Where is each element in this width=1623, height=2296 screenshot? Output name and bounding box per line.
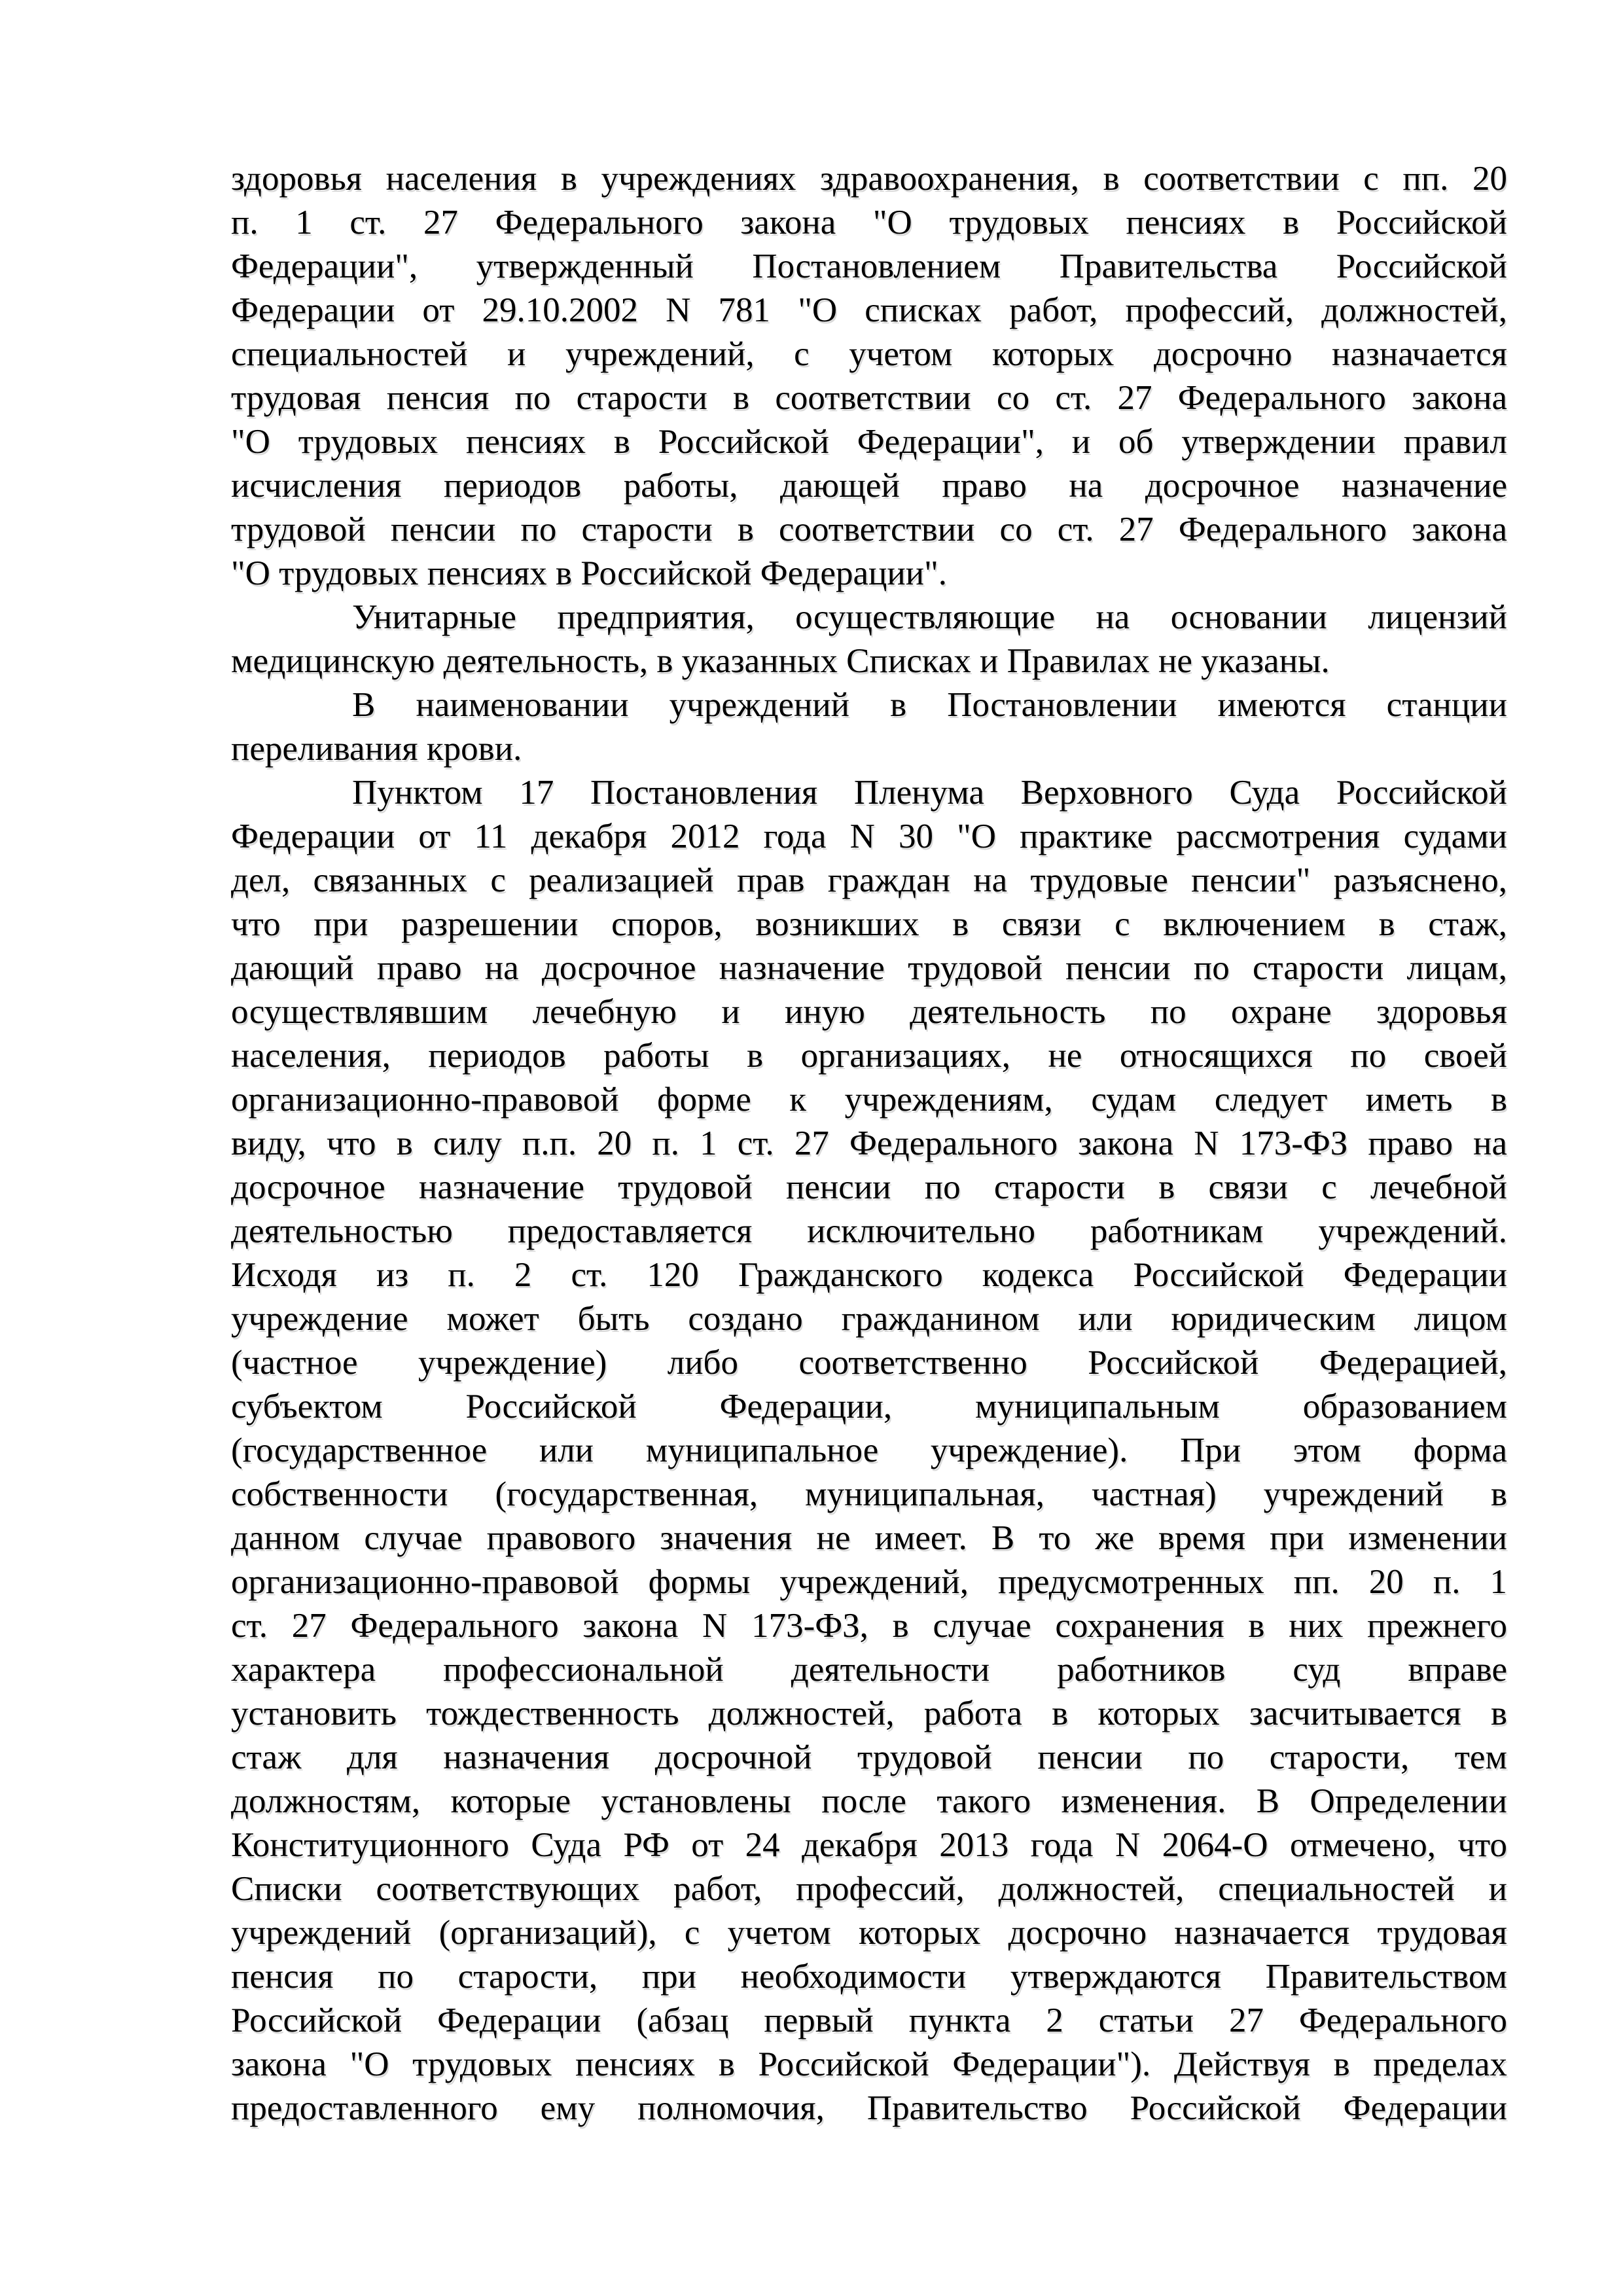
text-line: учреждение может быть создано гражданином или юридическим лицом (231, 1300, 1507, 1338)
text-line: данном случае правового значения не имеет. В то же время при изменении (231, 1519, 1507, 1557)
text-line: субъектом Российской Федерации, муниципальным образованием (231, 1388, 1507, 1426)
text-line: осуществлявшим лечебную и иную деятельность по охране здоровья (231, 993, 1507, 1031)
text-line: переливания крови. (231, 730, 522, 768)
text-line: "О трудовых пенсиях в Российской Федерации". (231, 554, 947, 592)
text-line: трудовая пенсия по старости в соответствии со ст. 27 Федерального закона (231, 379, 1507, 417)
paragraph (231, 771, 1507, 2130)
paragraph (231, 683, 1507, 771)
text-line: исчисления периодов работы, дающей право на досрочное назначение (231, 467, 1507, 505)
text-line: досрочное назначение трудовой пенсии по старости в связи с лечебной (231, 1168, 1507, 1206)
text-line: Списки соответствующих работ, профессий, должностей, специальностей и (231, 1870, 1507, 1908)
text-line: Исходя из п. 2 ст. 120 Гражданского кодекса Российской Федерации (231, 1256, 1507, 1294)
text-line: стаж для назначения досрочной трудовой пенсии по старости, тем (231, 1738, 1507, 1776)
text-line: предоставленного ему полномочия, Правительство Российской Федерации (231, 2089, 1507, 2127)
text-line: ст. 27 Федерального закона N 173-ФЗ, в случае сохранения в них прежнего (231, 1607, 1507, 1645)
document-text (231, 157, 1507, 2130)
text-line: что при разрешении споров, возникших в связи с включением в стаж, (231, 905, 1507, 943)
text-line: организационно-правовой формы учреждений, предусмотренных пп. 20 п. 1 (231, 1563, 1507, 1601)
text-line: медицинскую деятельность, в указанных Списках и Правилах не указаны. (231, 642, 1330, 680)
text-line: закона "О трудовых пенсиях в Российской Федерации"). Действуя в пределах (231, 2045, 1507, 2083)
text-line: Унитарные предприятия, осуществляющие на основании лицензий (352, 598, 1507, 636)
text-line: характера профессиональной деятельности работников суд вправе (231, 1651, 1507, 1689)
text-line: трудовой пенсии по старости в соответствии со ст. 27 Федерального закона (231, 511, 1507, 548)
text-line: населения, периодов работы в организациях, не относящихся по своей (231, 1037, 1507, 1075)
text-line: п. 1 ст. 27 Федерального закона "О трудовых пенсиях в Российской (231, 204, 1507, 242)
text-line: организационно-правовой форме к учреждениям, судам следует иметь в (231, 1081, 1507, 1119)
text-line: учреждений (организаций), с учетом которых досрочно назначается трудовая (231, 1914, 1507, 1952)
text-line: специальностей и учреждений, с учетом которых досрочно назначается (231, 335, 1507, 373)
text-line: виду, что в силу п.п. 20 п. 1 ст. 27 Федерального закона N 173-ФЗ право на (231, 1124, 1507, 1162)
paragraph (231, 157, 1507, 596)
text-line: Конституционного Суда РФ от 24 декабря 2013 года N 2064-О отмечено, что (231, 1826, 1507, 1864)
text-line: деятельностью предоставляется исключительно работникам учреждений. (231, 1212, 1507, 1250)
text-line: (государственное или муниципальное учреждение). При этом форма (231, 1431, 1507, 1469)
text-line: должностям, которые установлены после такого изменения. В Определении (231, 1782, 1507, 1820)
text-line: собственности (государственная, муниципальная, частная) учреждений в (231, 1475, 1507, 1513)
text-line: Федерации от 29.10.2002 N 781 "О списках работ, профессий, должностей, (231, 291, 1507, 329)
text-line: Федерации", утвержденный Постановлением Правительства Российской (231, 247, 1507, 285)
text-line: Российской Федерации (абзац первый пункта 2 статьи 27 Федерального (231, 2001, 1507, 2039)
text-line: В наименовании учреждений в Постановлении имеются станции (352, 686, 1507, 724)
text-line: здоровья населения в учреждениях здравоохранения, в соответствии с пп. 20 (231, 160, 1507, 198)
paragraph (231, 596, 1507, 683)
text-line: "О трудовых пенсиях в Российской Федерации", и об утверждении правил (231, 423, 1507, 461)
text-line: (частное учреждение) либо соответственно Российской Федерацией, (231, 1344, 1507, 1382)
text-line: Федерации от 11 декабря 2012 года N 30 "О практике рассмотрения судами (231, 817, 1507, 855)
text-line: дающий право на досрочное назначение трудовой пенсии по старости лицам, (231, 949, 1507, 987)
text-line: пенсия по старости, при необходимости утверждаются Правительством (231, 1958, 1507, 1996)
text-line: установить тождественность должностей, работа в которых засчитывается в (231, 1695, 1507, 1732)
text-line: дел, связанных с реализацией прав граждан на трудовые пенсии" разъяснено, (231, 861, 1507, 899)
text-line: Пунктом 17 Постановления Пленума Верховного Суда Российской (352, 774, 1507, 812)
